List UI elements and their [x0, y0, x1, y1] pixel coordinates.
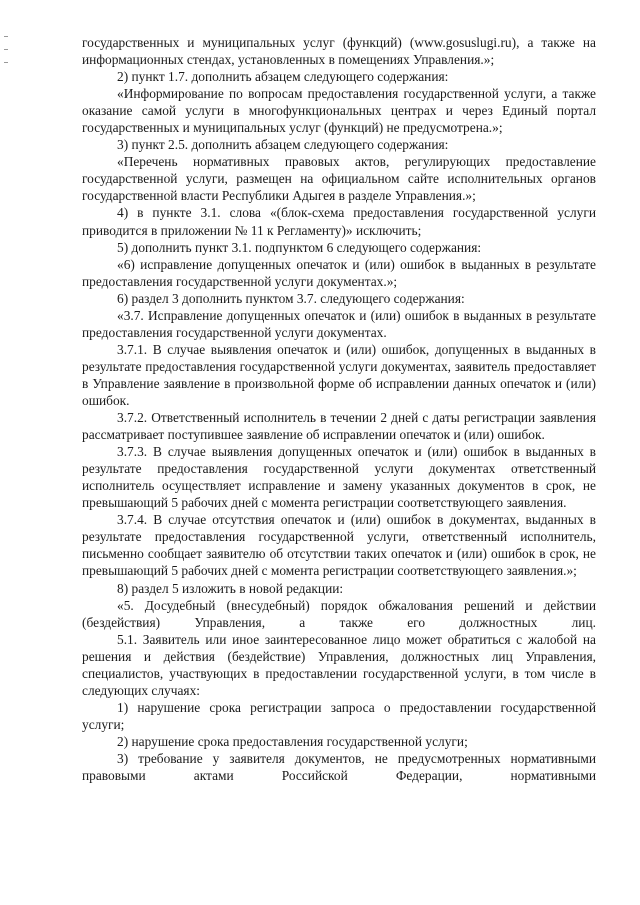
- paragraph: 6) раздел 3 дополнить пунктом 3.7. следующего содержания:: [117, 290, 465, 306]
- document-body: [82, 34, 596, 784]
- paragraph: «3.7. Исправление допущенных опечаток и (или) ошибок в выданных в результате предоставления государственной услуги документах.: [82, 307, 596, 340]
- paragraph: 5) дополнить пункт 3.1. подпунктом 6 следующего содержания:: [117, 239, 482, 255]
- paragraph: 2) нарушение срока предоставления государственной услуги;: [117, 733, 468, 749]
- margin-tick: [4, 49, 8, 50]
- paragraph: государственных и муниципальных услуг (функций) (www.gosuslugi.ru), а также на информационных стендах, установленных в помещениях Управления.»;: [82, 35, 596, 68]
- paragraph: 2) пункт 1.7. дополнить абзацем следующего содержания:: [117, 69, 449, 85]
- paragraph: «Перечень нормативных правовых актов, регулирующих предоставление государственной услуги, размещен на официальном сайте исполнительных органов государственной власти Республики Адыгея в разделе Управления.»;: [82, 154, 596, 204]
- paragraph: «5. Досудебный (внесудебный) порядок обжалования решений и действии (бездействия) Управления, а также его должностных лиц.: [82, 597, 596, 630]
- paragraph: 3) требование у заявителя документов, не предусмотренных нормативными правовыми актами Российской Федерации, нормативными: [82, 750, 596, 784]
- paragraph: 4) в пункте 3.1. слова «(блок-схема предоставления государственной услуги приводится в приложении № 11 к Регламенту)» исключить;: [82, 205, 596, 238]
- paragraph: «Информирование по вопросам предоставления государственной услуги, а также оказание самой услуги в многофункциональных центрах и через Единый портал государственных и муниципальных услуг (функций) не предусмотрена.»;: [82, 86, 596, 136]
- margin-tick: [4, 36, 8, 37]
- paragraph: 8) раздел 5 изложить в новой редакции:: [117, 580, 344, 596]
- paragraph: 5.1. Заявитель или иное заинтересованное лицо может обратиться с жалобой на решения и действия (бездействие) Управления, должностных лиц Управления, специалистов, участвующих в предоставлении государственной услуги, в том числе в следующих случаях:: [82, 631, 596, 698]
- margin-tick: [4, 62, 8, 63]
- paragraph: 3.7.2. Ответственный исполнитель в течении 2 дней с даты регистрации заявления рассматривает поступившее заявление об исправлении опечаток и (или) ошибок.: [82, 410, 596, 443]
- paragraph: 3) пункт 2.5. дополнить абзацем следующего содержания:: [117, 137, 449, 153]
- paragraph: 3.7.3. В случае выявления допущенных опечаток и (или) ошибок в выданных в результате предоставления государственной услуги документах ответственный исполнитель осуществляет исправление и замену указанных документов в срок, не превышающий 5 рабочих дней с момента регистрации соответствующего заявления.: [82, 444, 596, 511]
- paragraph: 1) нарушение срока регистрации запроса о предоставлении государственной услуги;: [82, 699, 596, 732]
- paragraph: 3.7.1. В случае выявления опечаток и (или) ошибок, допущенных в выданных в результате предоставления государственной услуги документах, заявитель предоставляет в Управление заявление в произвольной форме об исправлении данных опечаток и (или) ошибок.: [82, 341, 596, 408]
- paragraph: «6) исправление допущенных опечаток и (или) ошибок в выданных в результате предоставления государственной услуги документах.»;: [82, 256, 596, 289]
- paragraph: 3.7.4. В случае отсутствия опечаток и (или) ошибок в документах, выданных в результате предоставления государственной услуги, ответственный исполнитель, письменно сообщает заявителю об отсутствии таких опечаток и (или) ошибок в срок, не превышающий 5 рабочих дней с момента регистрации соответствующего заявления.»;: [82, 512, 596, 579]
- margin-marks: [4, 36, 12, 75]
